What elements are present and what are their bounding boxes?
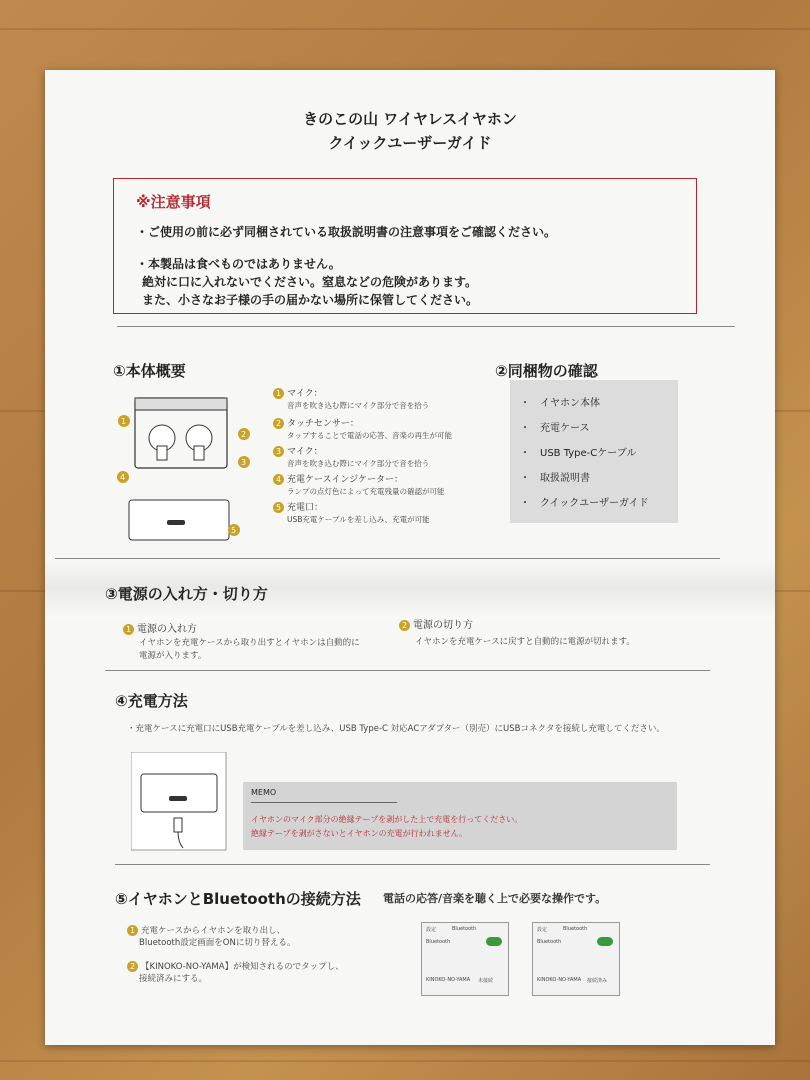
earbuds-case-illustration	[107, 388, 257, 548]
charge-heading: ④充電方法	[115, 692, 188, 710]
memo-line: 絶縁テープを剥がさないとイヤホンの充電が行われません。	[251, 829, 468, 838]
bluetooth-screen-2: 設定 Bluetooth Bluetooth KINOKO-NO-YAMA 接続済み	[532, 922, 620, 996]
svg-text:5: 5	[231, 526, 237, 535]
bluetooth-toggle[interactable]	[597, 937, 613, 946]
package-item: ・ イヤホン本体	[520, 398, 600, 409]
power-on-title: 1 電源の入れ方	[123, 620, 197, 635]
power-heading: ③電源の入れ方・切り方	[105, 585, 268, 603]
caution-box	[113, 178, 697, 314]
package-item: ・ クイックユーザーガイド	[520, 498, 649, 509]
package-item: ・ 充電ケース	[520, 423, 590, 434]
bluetooth-toggle[interactable]	[486, 937, 502, 946]
memo-box	[243, 782, 677, 850]
title-line1: きのこの山 ワイヤレスイヤホン	[303, 110, 517, 128]
step-2: 2 【KINOKO-NO-YAMA】が検知されるのでタップし、	[127, 960, 344, 972]
svg-text:2: 2	[241, 430, 247, 439]
caution-line: また、小さなお子様の手の届かない場所に保管してください。	[142, 293, 479, 307]
overview-heading: ①本体概要	[113, 362, 186, 380]
part-4: 4 充電ケースインジケーター：	[273, 472, 403, 485]
package-list	[510, 380, 678, 523]
caution-line: ・ご使用の前に必ず同梱されている取扱説明書の注意事項をご確認ください。	[136, 225, 557, 239]
bluetooth-heading: ⑤イヤホンとBluetoothの接続方法	[115, 890, 361, 908]
caution-title: ※注意事項	[136, 193, 211, 211]
title-line2: クイックユーザーガイド	[328, 134, 492, 152]
package-item: ・ USB Type-Cケーブル	[520, 448, 637, 459]
package-item: ・ 取扱説明書	[520, 473, 590, 484]
memo-underline	[251, 802, 397, 803]
divider	[115, 864, 710, 865]
package-heading: ②同梱物の確認	[495, 362, 598, 380]
caution-line: 絶対に口に入れないでください。窒息などの危険があります。	[142, 275, 478, 289]
caution-line: ・本製品は食べものではありません。	[136, 257, 341, 271]
power-off-title: 2 電源の切り方	[399, 616, 473, 631]
part-2: 2 タッチセンサー：	[273, 416, 359, 429]
divider	[105, 670, 710, 671]
charging-case-illustration	[131, 752, 227, 852]
bluetooth-screen-1: 設定 Bluetooth Bluetooth KINOKO-NO-YAMA 未接続	[421, 922, 509, 996]
guide-sheet: きのこの山 ワイヤレスイヤホン クイックユーザーガイド ※注意事項 ・ご使用の前に必ず同梱されている取扱説明書の注意事項をご確認ください。 ・本製品は食べものではありません。 絶対に口に入れないでください。窒息などの危険があります。 また、小さなお子様の手の届かない場所に保管してください。 ①本体概要 1 2 3 4 5 1 マイク： 音声を吹き込む際にマイク部分で音を拾う 2 タッチセンサー： タップすることで電話の応答、音楽の再生が可能 3 マイク： 音声を吹き込む際にマイク部分で音を拾う 4 充電ケースインジケーター： ランプの点灯色によって充電残量の確認が可能 5 充電口： USB充電ケーブルを差し込み、充電が可能 ②同梱物の確認 ・ イヤホン本体 ・ 充電ケース ・ USB Type-Cケーブル ・ 取扱説明書 ・ クイックユーザーガイド ③電源の入れ方・切り方 1 電源の入れ方 イヤホンを充電ケースから取り出すとイヤホンは自動的に 電源が入ります。 2 電源の切り方 イヤホンを充電ケースに戻すと自動的に電源が切れます。 ④充電方法 ・充電ケースに充電口にUSB充電ケーブルを差し込み、USB Type-C 対応ACアダプター（別売）にUSBコネクタを接続し充電してください。 MEMO イヤホンのマイク部分の絶縁テープを剥がした上で充電を行ってください。 絶縁テープを剥がさないとイヤホンの充電が行われません。 ⑤イヤホンとBluetoothの接続方法 電話の応答/音楽を聴く上で必要な操作です。 1 充電ケースからイヤホンを取り出し、 Bluetooth設定画面をONに切り替える。 2 【KINOKO-NO-YAMA】が検知されるのでタップし、 接続済みにする。 設定 Bluetooth Bluetooth KINOKO-NO-YAMA 未接続 設定 Bluetooth Bluetooth KINOKO-NO-YAMA 接続済み	[45, 70, 775, 1045]
svg-text:3: 3	[241, 458, 247, 467]
step-1: 1 充電ケースからイヤホンを取り出し、	[127, 924, 285, 936]
charge-description: ・充電ケースに充電口にUSB充電ケーブルを差し込み、USB Type-C 対応ACアダプター（別売）にUSBコネクタを接続し充電してください。	[127, 724, 665, 734]
bluetooth-subtitle: 電話の応答/音楽を聴く上で必要な操作です。	[383, 892, 607, 905]
part-1: 1 マイク：	[273, 386, 323, 399]
divider	[55, 558, 720, 559]
memo-title: MEMO	[251, 788, 277, 797]
divider	[117, 326, 735, 327]
part-3: 3 マイク：	[273, 444, 323, 457]
svg-text:1: 1	[121, 417, 127, 426]
part-5: 5 充電口：	[273, 500, 323, 513]
memo-line: イヤホンのマイク部分の絶縁テープを剥がした上で充電を行ってください。	[251, 815, 523, 824]
svg-text:4: 4	[120, 473, 126, 482]
